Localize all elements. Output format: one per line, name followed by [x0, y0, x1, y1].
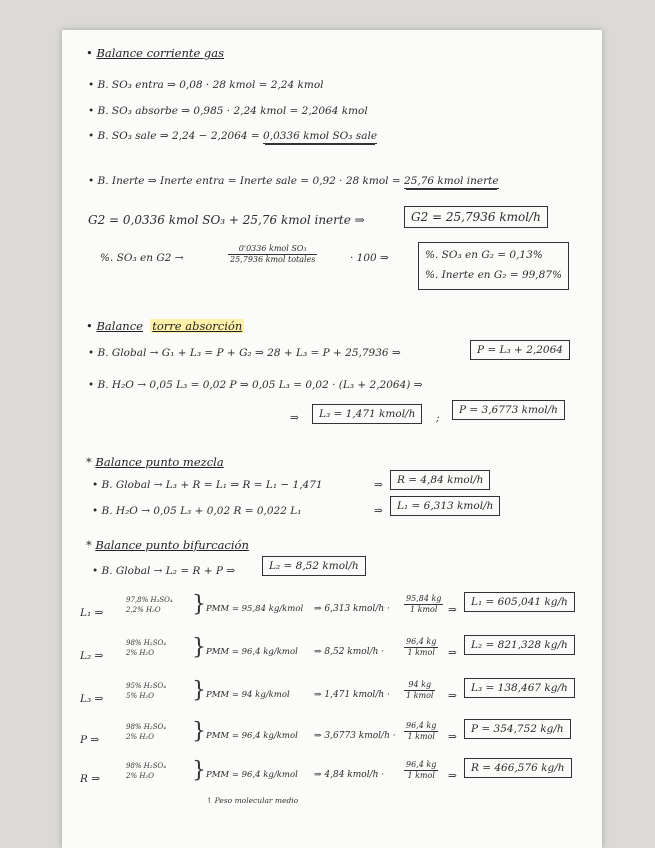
- stream-label: L₁ ⇒: [80, 607, 104, 619]
- result-arrow: ⇒: [448, 690, 457, 702]
- inert-result: 25,76 kmol inerte: [404, 175, 499, 187]
- mass-flow-result: R = 466,576 kg/h: [464, 758, 572, 778]
- stream-composition: 98% H₂SO₄ 2% H₂O: [126, 723, 167, 741]
- conversion: ⇒ 4,84 kmol/h ·: [314, 770, 385, 780]
- bif-global-line: • B. Global → L₂ = R + P ⇒: [92, 565, 236, 577]
- p-result-box: P = 3,6773 kmol/h: [452, 400, 565, 420]
- pct-fraction: 0'0336 kmol SO₃ 25,7936 kmol totales: [230, 244, 316, 264]
- mass-flow-result: P = 354,752 kg/h: [464, 719, 571, 739]
- so3-in-line: • B. SO₃ entra ⇒ 0,08 · 28 kmol = 2,24 kmol: [88, 79, 324, 91]
- stream-label: L₃ ⇒: [80, 693, 104, 705]
- l3-arrow: ⇒: [290, 412, 299, 424]
- conversion-fraction: 96,4 kg 1 kmol: [406, 637, 437, 657]
- section-title-bifurcation: * Balance punto bifurcación: [86, 538, 249, 552]
- section-title-mix: * Balance punto mezcla: [86, 455, 224, 469]
- result-arrow: ⇒: [448, 647, 457, 659]
- l1-result-box: L₁ = 6,313 kmol/h: [390, 496, 500, 516]
- g2-result-box: G2 = 25,7936 kmol/h: [404, 206, 548, 228]
- result-arrow: ⇒: [448, 770, 457, 782]
- conversion: ⇒ 1,471 kmol/h ·: [314, 690, 390, 700]
- section-title-gas: • Balance corriente gas: [86, 46, 225, 60]
- g2-line: G2 = 0,0336 kmol SO₃ + 25,76 kmol inerte ⇒: [88, 213, 365, 227]
- stream-composition: 98% H₂SO₄ 2% H₂O: [126, 639, 167, 657]
- l2-result-box: L₂ = 8,52 kmol/h: [262, 556, 366, 576]
- r-result-box: R = 4,84 kmol/h: [390, 470, 490, 490]
- mass-flow-result: L₂ = 821,328 kg/h: [464, 635, 575, 655]
- tower-global-line: • B. Global → G₁ + L₃ = P + G₂ ⇒ 28 + L₃ = P + 25,7936 ⇒: [88, 347, 401, 359]
- conversion-fraction: 95,84 kg 1 kmol: [406, 594, 442, 614]
- pmm-value: PMM = 94 kg/kmol: [206, 690, 290, 700]
- r-arrow: ⇒: [374, 479, 383, 491]
- pmm-value: PMM = 96,4 kg/kmol: [206, 647, 298, 657]
- stream-composition: 95% H₂SO₄ 5% H₂O: [126, 682, 167, 700]
- result-arrow: ⇒: [448, 731, 457, 743]
- so3-out-result: 0,0336 kmol SO₃ sale: [263, 130, 378, 142]
- brace-icon: }: [192, 758, 206, 783]
- brace-icon: }: [192, 678, 206, 703]
- pmm-value: PMM = 95,84 kg/kmol: [206, 604, 304, 614]
- pct-result-box: %. SO₃ en G₂ = 0,13% %. Inerte en G₂ = 99,87%: [418, 242, 569, 290]
- l3-result-box: L₃ = 1,471 kmol/h: [312, 404, 422, 424]
- stream-label: L₂ ⇒: [80, 650, 104, 662]
- inert-line: • B. Inerte ⇒ Inerte entra = Inerte sale = 0,92 · 28 kmol = 25,76 kmol inerte: [88, 175, 499, 187]
- p-expression-box: P = L₃ + 2,2064: [470, 340, 570, 360]
- result-arrow: ⇒: [448, 604, 457, 616]
- so3-out-line: • B. SO₃ sale ⇒ 2,24 − 2,2064 = 0,0336 kmol SO₃ sale: [88, 130, 378, 142]
- mix-global-line: • B. Global → L₃ + R = L₁ ⇒ R = L₁ − 1,471: [92, 479, 323, 491]
- conversion-fraction: 96,4 kg 1 kmol: [406, 721, 437, 741]
- conversion: ⇒ 8,52 kmol/h ·: [314, 647, 385, 657]
- pct-times: · 100 ⇒: [350, 252, 389, 264]
- brace-icon: }: [192, 719, 206, 744]
- mass-flow-result: L₁ = 605,041 kg/h: [464, 592, 575, 612]
- l1-arrow: ⇒: [374, 505, 383, 517]
- footnote-pmm: ↑ Peso molecular medio: [206, 796, 299, 805]
- stream-composition: 98% H₂SO₄ 2% H₂O: [126, 762, 167, 780]
- pmm-value: PMM = 96,4 kg/kmol: [206, 770, 298, 780]
- pmm-value: PMM = 96,4 kg/kmol: [206, 731, 298, 741]
- mix-h2o-line: • B. H₂O → 0,05 L₃ + 0,02 R = 0,022 L₁: [92, 505, 302, 517]
- separator: ;: [436, 412, 440, 424]
- conversion: ⇒ 3,6773 kmol/h ·: [314, 731, 396, 741]
- mass-flow-result: L₃ = 138,467 kg/h: [464, 678, 575, 698]
- pct-line: %. SO₃ en G2 →: [100, 252, 184, 264]
- stream-composition: 97,8% H₂SO₄ 2,2% H₂O: [126, 596, 173, 614]
- brace-icon: }: [192, 635, 206, 660]
- conversion: ⇒ 6,313 kmol/h ·: [314, 604, 390, 614]
- stream-label: R ⇒: [80, 773, 101, 785]
- conversion-fraction: 96,4 kg 1 kmol: [406, 760, 437, 780]
- brace-icon: }: [192, 592, 206, 617]
- conversion-fraction: 94 kg 1 kmol: [406, 680, 434, 700]
- section-title-tower: • Balance torre absorción: [86, 319, 243, 333]
- so3-absorbed-line: • B. SO₃ absorbe ⇒ 0,985 · 2,24 kmol = 2,2064 kmol: [88, 105, 368, 117]
- stream-label: P ⇒: [80, 734, 100, 746]
- tower-h2o-line: • B. H₂O → 0,05 L₃ = 0,02 P ⇒ 0,05 L₃ = 0,02 · (L₃ + 2,2064) ⇒: [88, 379, 423, 391]
